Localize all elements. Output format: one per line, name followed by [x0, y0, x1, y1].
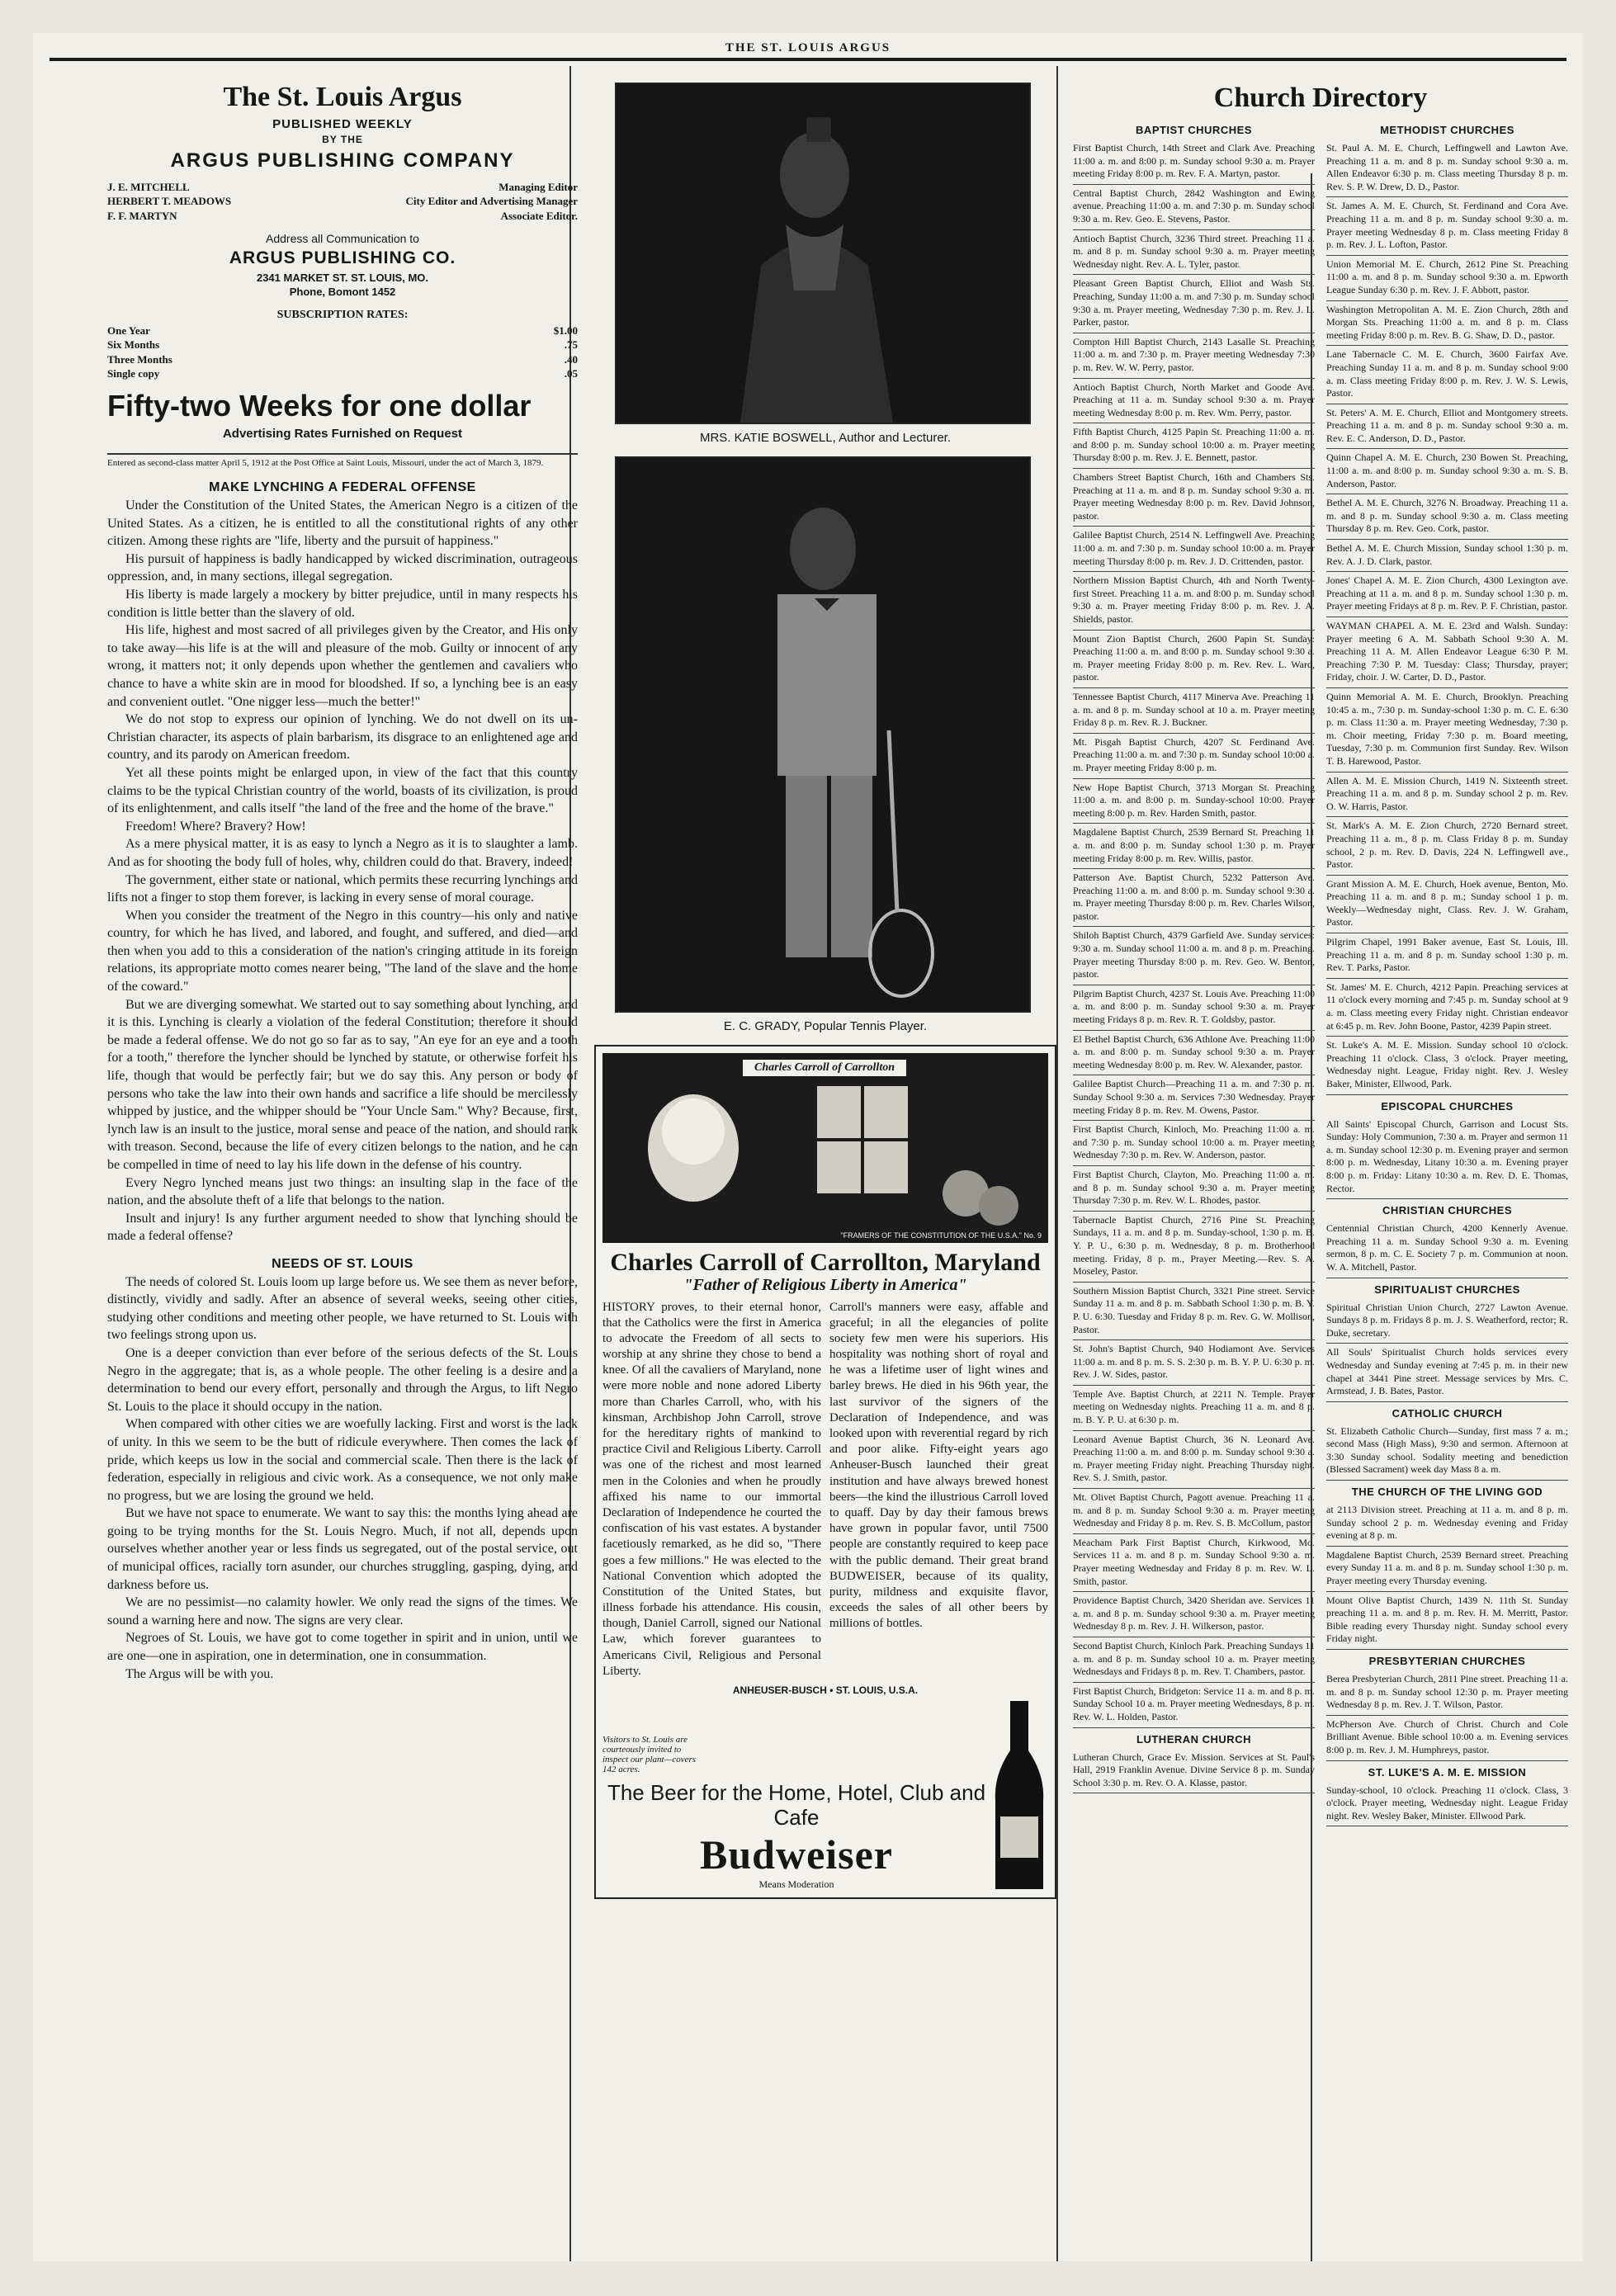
church-listing: McPherson Ave. Church of Christ. Church and Cole Brilliant Avenue. Bible school 10:00 a. m. Evening services 8:00 p. m. Rev. J. M. Humphreys, pastor.	[1326, 1716, 1568, 1761]
church-listing: Central Baptist Church, 2842 Washington and Ewing avenue. Preaching 11:00 a. m. and 7:30 p. m. Sunday school 9:30 a. m. Rev. Geo. E. Stevens, Pastor.	[1073, 185, 1315, 230]
rate-price: .40	[564, 352, 578, 366]
rate-row	[107, 352, 578, 367]
staff-list	[107, 180, 578, 224]
portrait-photo	[615, 456, 1031, 1013]
budweiser-advertisement	[594, 1045, 1056, 1899]
rates-heading: SUBSCRIPTION RATES:	[276, 308, 409, 321]
church-listing: Lutheran Church, Grace Ev. Mission. Services at St. Paul's Hall, 2919 Franklin Avenue. Divine Service 8 p. m. Sunday School 3:30 p. m. Rev. O. A. Klasse, pastor.	[1073, 1749, 1315, 1794]
directory-column-left	[1073, 119, 1315, 1826]
church-listing: Mt. Pisgah Baptist Church, 4207 St. Ferdinand Ave. Preaching 11:00 a. m. and 7:30 p. m. Sunday school 10:00 a. m. Prayer meeting Friday 8:00 p. m.	[1073, 734, 1315, 779]
rate-price: $1.00	[553, 324, 578, 337]
rate-row	[107, 366, 578, 381]
directory-columns	[1073, 119, 1568, 1826]
ad-series-note: "FRAMERS OF THE CONSTITUTION OF THE U.S.A." No. 9	[840, 1231, 1042, 1240]
article-paragraph: We are no pessimist—no calamity howler. We only read the signs of the times. We sound a warning here and now. The signs are very clear.	[107, 1595, 578, 1628]
rate-term: One Year	[107, 324, 150, 337]
church-listing: Providence Baptist Church, 3420 Sheridan ave. Services 11 a. m. and 8 p. m. Sunday school 9:30 a. m. Prayer meeting Wednesday 8 p. m. Rev. J. H. Wilkerson, pastor.	[1073, 1592, 1315, 1637]
tennis-player-image	[617, 458, 1029, 1011]
directory-section-heading: CATHOLIC CHURCH	[1392, 1406, 1503, 1420]
directory-section-heading: THE CHURCH OF THE LIVING GOD	[1351, 1486, 1543, 1499]
church-listing: St. Paul A. M. E. Church, Leffingwell and Lawton Ave. Preaching 11 a. m. and 8 p. m. Sunday school 9:30 a. m. Allen Endeavor 6:30 p. m. Class meeting Thursday 8 p. m. Rev. S. P. W. Drew, D. D., Pastor.	[1326, 139, 1568, 197]
article-paragraph: The Argus will be with you.	[125, 1666, 274, 1681]
directory-title: Church Directory	[1213, 83, 1428, 113]
masthead: The St. Louis Argus	[223, 82, 462, 112]
church-directory	[1073, 83, 1568, 1826]
church-listing: Mount Zion Baptist Church, 2600 Papin St. Sunday: Preaching 11:00 a. m. and 8:00 p. m. Sunday school 9:30 a. m. Prayer meeting Friday 8:00 p. m. Rev. Rev. L. Ward, pastor.	[1073, 631, 1315, 688]
church-listing: Compton Hill Baptist Church, 2143 Lasalle St. Preaching 11:00 a. m. and 7:30 p. m. Prayer meeting Wednesday 7:30 p. m. Rev. W. W. Perry, pastor.	[1073, 333, 1315, 379]
ad-brand: Budweiser	[700, 1831, 893, 1878]
directory-section-heading: BAPTIST CHURCHES	[1136, 124, 1252, 136]
article-paragraph: Negroes of St. Louis, we have got to come together in spirit and in union, until we are one—one in aspiration, one in determination, one in consummation.	[107, 1631, 578, 1664]
staff-name: HERBERT T. MEADOWS	[107, 195, 232, 208]
church-listing: First Baptist Church, Kinloch, Mo. Preaching 11:00 a. m. and 7:30 p. m. Sunday school 10:00 a. m. Prayer meeting Wednesday 7:30 p. m. Rev. W. Anderson, pastor.	[1073, 1121, 1315, 1166]
church-listing: St. James' M. E. Church, 4212 Papin. Preaching services at 11 o'clock every morning and 7:45 p. m. Sunday school at 9 a. m. Class meeting every Friday night. Christian endeavor at 6:45 p. m. Rev. John Boone, Pastor, 4239 Papin street.	[1326, 979, 1568, 1037]
church-listing: Mt. Olivet Baptist Church, Pagott avenue. Preaching 11 a. m. and 8 p. m. Sunday School 9:30 a. m. Prayer meeting Wednesday and Friday 8 p. m. Rev. S. B. McCollum, pastor.	[1073, 1489, 1315, 1534]
article-paragraph: But we are diverging somewhat. We started out to say something about lynching, and it is this. Lynching is clearly a violation of the federal Constitution; therefore it should be made a federal offense. We do not go so far as to say, "An eye for an eye and a tooth for a tooth," therefore the lyncher should be lynched by statute, or otherwise forfeit his life, though that would be perfectly fair; but we do say this. Any person or body of persons who take the law into their own hands and sacrifice a life should be mercilessly whipped by justice, and the whipper should be "Your Uncle Sam." Why? Because, first, lynch law is an insult to the justice, moral sense and peace of the nation, and should rank with treason. Second, because the life of every citizen belongs to the nation, and he can be compelled in time of need to lay his life down in the defense of his country.	[107, 997, 578, 1173]
church-listing: Northern Mission Baptist Church, 4th and North Twenty-first Street. Preaching 11 a. m. and 8:00 p. m. Sunday school 9:30 a. m. Prayer meeting Friday 8:00 p. m. Rev. J. A. Shields, pastor.	[1073, 572, 1315, 630]
church-listing: St. James A. M. E. Church, St. Ferdinand and Cora Ave. Preaching 11 a. m. and 8 p. m. Sunday school 9:30 a. m. Prayer meeting Wednesday 8 p. m. Class meeting Friday 8 p. m. Rev. J. L. Lofton, Pastor.	[1326, 197, 1568, 255]
ad-footer	[602, 1701, 1048, 1891]
church-listing: Mount Olive Baptist Church, 1439 N. 11th St. Sunday preaching 11 a. m. and 8 p. m. Rev. H. M. Merritt, Pastor. Bible reading every Thursday night. Sunday school every Friday night.	[1326, 1592, 1568, 1650]
directory-section-heading: LUTHERAN CHURCH	[1136, 1732, 1251, 1746]
church-listing: Meacham Park First Baptist Church, Kirkwood, Mo. Services 11 a. m. and 8 p. m. Sunday School 9:30 a. m. Prayer meeting Wednesday and Friday 8 p. m. Rev. W. L. Smith, pastor.	[1073, 1534, 1315, 1592]
article-paragraph: The needs of colored St. Louis loom up large before us. We see them as never before, distinctly, vividly and sadly. After an absence of several weeks, seeing other cities, studying other conditions and meeting other people, we have returned to St. Louis with two feelings strong upon us.	[107, 1274, 578, 1343]
ad-means: Means Moderation	[758, 1878, 834, 1890]
church-listing: St. Luke's A. M. E. Mission. Sunday school 10 o'clock. Preaching 11 o'clock. Class, 3 o'clock. Prayer meeting, Wednesday night. League, Friday night. Rev. J. Wesley Baker, Minister, Ellwood, Park.	[1326, 1037, 1568, 1094]
church-listing: Chambers Street Baptist Church, 16th and Chambers Sts. Preaching at 11 a. m. and 8 p. m. Sunday school 9:30 a. m. Prayer meeting Wednesday 8:00 p. m. Rev. David Johnson, pastor.	[1073, 469, 1315, 527]
church-listing: Jones' Chapel A. M. E. Zion Church, 4300 Lexington ave. Preaching at 11 a. m. and 8 p. m. Sunday school 1:30 p. m. Prayer meeting Fridays at 8 p. m. Rev. P. F. Christian, pastor.	[1326, 572, 1568, 617]
advertising-rates: Advertising Rates Furnished on Request	[222, 427, 463, 442]
ad-banner: Charles Carroll of Carrollton	[743, 1060, 906, 1076]
newspaper-page	[33, 33, 1583, 2261]
article-body	[107, 1273, 578, 1684]
church-listing: All Souls' Spiritualist Church holds services every Wednesday and Sunday evening at 7:45 p. m. in their new chapel at 3441 Pine street. Message services by Mrs. C. Armstead, J. B. Bates, Pastor.	[1326, 1344, 1568, 1401]
ad-title: Charles Carroll of Carrollton, Maryland	[610, 1249, 1041, 1276]
phone: Phone, Bomont 1452	[289, 286, 396, 299]
directory-section-heading: PRESBYTERIAN CHURCHES	[1368, 1655, 1526, 1667]
photo-caption: E. C. GRADY, Popular Tennis Player.	[723, 1019, 928, 1033]
church-listing: New Hope Baptist Church, 3713 Morgan St. Preaching 11:00 a. m. and 8:00 p. m. Sunday-school 10:00. Prayer meeting 8:00 p. m. Rev. Harden Smith, pastor.	[1073, 779, 1315, 824]
church-listing: Union Memorial M. E. Church, 2612 Pine St. Preaching 11:00 a. m. and 8 p. m. Sunday school 9:30 a. m. Epworth League Sunday 6:30 p. m. Rev. J. F. Abbott, pastor.	[1326, 256, 1568, 301]
ad-slogan: The Beer for the Home, Hotel, Club and Cafe	[607, 1780, 986, 1831]
article-paragraph: Yet all these points might be enlarged upon, in view of the fact that this country claims to be the typical Christian country of the world, boasts of its civilization, is proud of its enlightenment, and calls itself "the land of the free and the home of the brave."	[107, 765, 578, 816]
article-paragraph: Insult and injury! Is any further argument needed to show that lynching should be made a federal offense?	[107, 1211, 578, 1244]
slogan: Fifty-two Weeks for one dollar	[107, 388, 532, 423]
church-listing: First Baptist Church, Clayton, Mo. Preaching 11:00 a. m. and 8 p. m. Sunday school 9:30 a. m. Prayer meeting Thursday 7:30 p. m. Rev. W. L. Rhodes, pastor.	[1073, 1166, 1315, 1212]
church-listing: St. John's Baptist Church, 940 Hodiamont Ave. Services 11:00 a. m. and 8 p. m. S. S. 2:30 p. m. B. Y. P. U. 6:30 p. m. Rev. J. W. Sides, pastor.	[1073, 1340, 1315, 1386]
editorial-column	[107, 78, 578, 1683]
church-listing: Centennial Christian Church, 4200 Kennerly Avenue. Preaching 11 a. m. Sunday School 9:30 a. m. Evening sermon, 8 p. m. C. E. Society 7 p. m. Communion at noon. W. A. Mitchell, Pastor.	[1326, 1220, 1568, 1278]
article-paragraph: Freedom! Where? Bravery? How!	[125, 819, 306, 834]
article-paragraph: The government, either state or national, which permits these recurring lynchings and lifts not a finger to stop them forever, is lacking in every sense of moral courage.	[107, 872, 578, 905]
church-listing: Grant Mission A. M. E. Church, Hoek avenue, Benton, Mo. Preaching 11 a. m. and 8 p. m.; Sunday school 1 p. m. Weekly—Wednesday night, Class. Rev. J. W. Graham, Pastor.	[1326, 876, 1568, 933]
published-weekly: PUBLISHED WEEKLY	[272, 116, 413, 131]
church-listing: Shiloh Baptist Church, 4379 Garfield Ave. Sunday services: 9:30 a. m. Sunday school 11:00 a. m. and 8 p. m. Preaching. Prayer meeting Thursday 8:00 p. m. Rev. Geo. W. Benton, pastor.	[1073, 927, 1315, 985]
church-listing: St. Elizabeth Catholic Church—Sunday, first mass 7 a. m.; second Mass (High Mass), 9:30 and sermon. Afternoon at 3:30 Sunday school. Sodality meeting and benediction (Blessed Sacrament) week day Mass 8 a. m.	[1326, 1423, 1568, 1481]
staff-name: F. F. MARTYN	[107, 209, 177, 222]
church-listing: Bethel A. M. E. Church Mission, Sunday school 1:30 p. m. Rev. A. J. D. Clark, pastor.	[1326, 540, 1568, 572]
church-listing: First Baptist Church, 14th Street and Clark Ave. Preaching 11:00 a. m. and 8:00 p. m. Sunday school 9:30 a. m. Prayer meeting Friday 8:00 p. m. Rev. F. A. Martyn, pastor.	[1073, 139, 1315, 185]
church-listing: Magdalene Baptist Church, 2539 Bernard St. Preaching 11 a. m. and 8:00 p. m. Sunday school 1:30 p. m. Prayer meeting Friday 8:00 p. m. Rev. Willis, pastor.	[1073, 824, 1315, 869]
rate-row	[107, 324, 578, 338]
church-listing: Berea Presbyterian Church, 2811 Pine street. Preaching 11 a. m. and 8 p. m. Sunday school 12:30 p. m. Prayer meeting Wednesday 8 p. m. Rev. J. T. Wilson, Pastor.	[1326, 1670, 1568, 1716]
article-paragraph: When you consider the treatment of the Negro in this country—his only and native country, for which he has lived, and labored, and fought, and suffered, and died—and then when you add to this a consideration of the nation's cringing attitude in its foreign relations, its appropriate motto comes nearer being, "The land of the slave and the home of the coward."	[107, 908, 578, 994]
church-listing: Quinn Chapel A. M. E. Church, 230 Bowen St. Preaching, 11:00 a. m. and 8:00 p. m. Sunday school 9:30 a. m. S. B. Anderson, Pastor.	[1326, 449, 1568, 494]
ad-visitors: Visitors to St. Louis are courteously invited to inspect our plant—covers 142 acres.	[602, 1735, 697, 1775]
article-paragraph: His liberty is made largely a mockery by bitter prejudice, until in many respects his condition is little better than the slavery of old.	[107, 588, 578, 620]
article-headline: MAKE LYNCHING A FEDERAL OFFENSE	[209, 480, 476, 495]
running-head: THE ST. LOUIS ARGUS	[725, 41, 891, 54]
church-listing: WAYMAN CHAPEL A. M. E. 23rd and Walsh. Sunday: Prayer meeting 6 A. M. Sabbath School 9:30 A. M. Preaching 11 A. M. Allen Endeavor League 6:30 P. M. Preaching 7:30 P. M. Tuesday: Class; Thursday, prayer; Friday, choir. J. W. Carter, D. D., Pastor.	[1326, 617, 1568, 688]
church-listing: Pleasant Green Baptist Church, Elliot and Wash Sts. Preaching, Sunday 11:00 a. m. and 7:30 p. m. Sunday school 9:30 a. m. Prayer meeting, Wednesday 7:30 p. m. Rev. J. L. Parker, pastor.	[1073, 275, 1315, 333]
article-paragraph: Every Negro lynched means just two things: an insulting slap in the face of the nation, and the absolute theft of a life that belongs to the nation.	[107, 1175, 578, 1208]
directory-section-heading: SPIRITUALIST CHURCHES	[1374, 1283, 1520, 1296]
carroll-portrait-illustration	[602, 1053, 1045, 1243]
staff-row	[107, 209, 578, 224]
rate-price: .05	[564, 367, 578, 380]
church-listing: Second Baptist Church, Kinloch Park. Preaching Sundays 11 a. m. and 8 p. m. Sunday school 10 a. m. Prayer meeting Wednesdays and Fridays 8 p. m. Rev. T. Chambers, pastor.	[1073, 1637, 1315, 1683]
church-listing: Galilee Baptist Church, 2514 N. Leffingwell Ave. Preaching 11:00 a. m. and 7:30 p. m. Sunday school 10:00 a. m. Prayer meeting Thursday 8:00 p. m. Rev. J. D. Crittenden, pastor.	[1073, 527, 1315, 572]
article-paragraph: We do not stop to express our opinion of lynching. We do not dwell on its un-Christian character, its aspects of plain barbarism, its disgrace to an enlightened age and country, and its parody on American freedom.	[107, 712, 578, 763]
directory-section-heading: ST. LUKE'S A. M. E. MISSION	[1368, 1765, 1527, 1779]
church-listing: Galilee Baptist Church—Preaching 11 a. m. and 7:30 p. m. Sunday School 9:30 a. m. Services 7:30 Wednesday. Prayer meeting Friday 8 p. m. Rev. M. Owens, Pastor.	[1073, 1075, 1315, 1121]
staff-name: J. E. MITCHELL	[107, 180, 190, 193]
church-listing: Leonard Avenue Baptist Church, 36 N. Leonard Ave. Preaching 11:00 a. m. and 8:00 p. m. Sunday school 9:30 a. m. Prayer meeting Friday night. Preaching Thursday night. Rev. S. J. Smith, pastor.	[1073, 1431, 1315, 1489]
woman-portrait-image	[617, 84, 1029, 423]
directory-section-heading: EPISCOPAL CHURCHES	[1381, 1099, 1514, 1113]
rate-term: Six Months	[107, 338, 160, 352]
church-listing: Quinn Memorial A. M. E. Church, Brooklyn. Preaching 10:45 a. m., 7:30 p. m. Sunday-school 1:30 p. m. C. E. 6:30 p. m. Class 11:30 a. m. Prayer meeting Wednesday, 7:30 p. m. Choir meeting, Friday 7:30 p. m. Board meeting, Tuesday, 7:30 p. m. Communion first Sunday. Rev. Wilson T. B. Harewood, Pastor.	[1326, 688, 1568, 772]
article-paragraph: His life, highest and most sacred of all privileges given by the Creator, and His only to take away—his life is at the will and pleasure of the mob. Guilty or innocent of any wrong, it matters not; it only depends upon whether the gentlemen and cavaliers who chance to have a white skin are in mood for bloodshed. If so, a lynching bee is an easy and convenient outlet. "One nigger less—much the better!"	[107, 623, 578, 709]
church-listing: Pilgrim Baptist Church, 4237 St. Louis Ave. Preaching 11:00 a. m. and 8:00 p. m. Sunday school 9:30 a. m. Prayer meeting Fridays 8 p. m. Rev. R. T. Goldsby, pastor.	[1073, 985, 1315, 1031]
entry-notice: Entered as second-class matter April 5, 1912 at the Post Office at Saint Louis, Missouri, under the act of March 3, 1879.	[107, 453, 578, 470]
top-rule	[50, 58, 1566, 61]
staff-role: City Editor and Advertising Manager	[405, 195, 578, 208]
staff-role: Associate Editor.	[500, 209, 578, 222]
staff-row	[107, 180, 578, 195]
church-listing: Patterson Ave. Baptist Church, 5232 Patterson Ave. Preaching 11:00 a. m. and 8:00 p. m. Sunday school 9:30 a. m. Prayer meeting Thursday 8:00 p. m. Rev. Charles Wilson, pastor.	[1073, 869, 1315, 927]
church-listing: Fifth Baptist Church, 4125 Papin St. Preaching 11:00 a. m. and 8:00 p. m. Sunday school 10:00 a. m. Prayer meeting Thursday 8:00 p. m. Rev. J. E. Bennett, pastor.	[1073, 423, 1315, 469]
by-the: BY THE	[322, 134, 363, 146]
ad-illustration	[602, 1053, 1048, 1243]
church-listing: Pilgrim Chapel, 1991 Baker avenue, East St. Louis, Ill. Preaching 11 a. m. and 8 p. m. Sunday school 1:30 p. m. Rev. T. Parks, Pastor.	[1326, 933, 1568, 979]
church-listing: Sunday-school, 10 o'clock. Preaching 11 o'clock. Class, 3 o'clock. Prayer meeting, Wednesday night. League Friday night. Rev. Wesley Baker, Minister. Ellwood Park.	[1326, 1782, 1568, 1827]
photo-column	[594, 83, 1056, 1899]
company-name-short: ARGUS PUBLISHING CO.	[229, 248, 456, 268]
directory-column-right	[1326, 119, 1568, 1826]
article-paragraph: Under the Constitution of the United States, the American Negro is a citizen of the United States. As a citizen, he is entitled to all the constitutional rights of any other citizen. Among these rights are "life, liberty and the pursuit of happiness."	[107, 498, 578, 549]
article-paragraph: When compared with other cities we are woefully lacking. First and worst is the lack of unity. In this we seem to be the butt of ridicule everywhere. Then comes the lack of pride, which keeps us low in the social and commercial scale. Then there is the lack of federation, especially in religious and civic work. As a consequence, we not only make no progress, but we are losing the ground we held.	[107, 1417, 578, 1503]
rate-term: Single copy	[107, 367, 160, 380]
church-listing: Antioch Baptist Church, North Market and Goode Ave. Preaching at 11 a. m. Sunday school 9:30 a. m. Prayer meeting Wednesday 8:00 p. m. Rev. Wm. Perry, pastor.	[1073, 379, 1315, 424]
rate-term: Three Months	[107, 352, 172, 366]
church-listing: Magdalene Baptist Church, 2539 Bernard street. Preaching every Sunday 11 a. m. and 8 p. m. Sunday school 1:30 p. m. Prayer meeting every Thursday evening.	[1326, 1547, 1568, 1592]
directory-section-heading: CHRISTIAN CHURCHES	[1382, 1204, 1513, 1217]
article-paragraph: But we have not space to enumerate. We want to say this: the months lying ahead are going to be trying months for the St. Louis Negro. Much, if not all, depends upon ourselves whether another year or less finds us segregated, out of the postal service, out of municipal offices, racially torn asunder, our churches struggling, gasping, dying, and darkness before us.	[107, 1506, 578, 1592]
staff-row	[107, 194, 578, 209]
church-listing: Spiritual Christian Union Church, 2727 Lawton Avenue. Sundays 8 p. m. Fridays 8 p. m. J. S. Weatherford, rector; R. Duke, secretary.	[1326, 1299, 1568, 1344]
bottle-icon	[990, 1701, 1048, 1891]
church-listing: Southern Mission Baptist Church, 3321 Pine street. Service Sunday 11 a. m. and 8 p. m. Sabbath School 1:30 p. m. B. Y. P. U. 6:30. Tuesday and Friday 8 p. m. Rev. G. W. Mollison, Pastor.	[1073, 1283, 1315, 1340]
church-listing: El Bethel Baptist Church, 636 Athlone Ave. Preaching 11:00 a. m. and 8:00 p. m. Sunday school 9:30 a. m. Prayer meeting Wednesday 8:00 p. m. Rev. W. Alexander, pastor.	[1073, 1031, 1315, 1076]
church-listing: Lane Tabernacle C. M. E. Church, 3600 Fairfax Ave. Preaching Sunday 11 a. m. and 8 p. m. Sunday school 9:00 a. m. Class meeting Friday 8:00 p. m. Rev. J. W. S. Lewis, Pastor.	[1326, 346, 1568, 404]
photo-caption: MRS. KATIE BOSWELL, Author and Lecturer.	[699, 431, 952, 445]
street-address: 2341 MARKET ST. ST. LOUIS, MO.	[256, 271, 429, 284]
church-listing: Washington Metropolitan A. M. E. Zion Church, 28th and Morgan Sts. Preaching 11:00 a. m. and 8 p. m. Class meeting Friday 8:00 p. m. Rev. B. G. Shaw, D. D., pastor.	[1326, 301, 1568, 347]
directory-section-heading: METHODIST CHURCHES	[1380, 124, 1514, 136]
column-rule	[1056, 66, 1058, 2261]
ad-copy	[602, 1300, 1048, 1680]
rates-table	[107, 324, 578, 381]
church-listing: All Saints' Episcopal Church, Garrison and Locust Sts. Sunday: Holy Communion, 7:30 a. m. Prayer and sermon 11 a. m. Sunday school 12:30 p. m. Evening prayer and sermon 8:00 p. m. Wednesday, Litany 10:30 a. m. Evening prayer 8:00 p. m. Friday: Litany 10:30 a. m. Rev. D. E. Thomas, Rector.	[1326, 1116, 1568, 1200]
rate-row	[107, 338, 578, 352]
rate-price: .75	[564, 338, 578, 352]
church-listing: First Baptist Church, Bridgeton: Service 11 a. m. and 8 p. m. Sunday School 10 a. m. Prayer meeting Wednesdays, 8 p. m. Rev. W. L. Holden, Pastor.	[1073, 1683, 1315, 1728]
article-paragraph: His pursuit of happiness is badly handicapped by wicked discrimination, outrageous oppression, and, in many sections, illegal segregation.	[107, 551, 578, 584]
address-note: Address all Communication to	[266, 232, 419, 246]
article-paragraph: As a mere physical matter, it is as easy to lynch a Negro as it is to slaughter a lamb. And as for shooting the body full of holes, why, children could do that. Bravery, indeed!	[107, 837, 578, 869]
staff-role: Managing Editor	[499, 180, 578, 193]
church-listing: at 2113 Division street. Preaching at 11 a. m. and 8 p. m. Sunday school 2 p. m. Wednesday evening and Friday evening at 8 p. m.	[1326, 1501, 1568, 1547]
church-listing: St. Mark's A. M. E. Zion Church, 2720 Bernard street. Preaching 11 a. m., 8 p. m. Class Friday 8 p. m. Sunday school, 2 p. m. Rev. D. Davis, 224 N. Leffingwell ave., Pastor.	[1326, 817, 1568, 875]
article-body	[107, 497, 578, 1245]
church-listing: Tabernacle Baptist Church, 2716 Pine St. Preaching Sundays, 11 a. m. and 8 p. m. Sunday-school, 1:30 p. m. B. Y. P. U., 6:30 p. m. Wednesday, 8 p. m. Brotherhood meeting. Friday, 8 p. m., Prayer Meeting.—Rev. S. A. Moseley, Pastor.	[1073, 1212, 1315, 1283]
church-listing: Allen A. M. E. Mission Church, 1419 N. Sixteenth street. Preaching 11 a. m. and 8 p. m. Sunday school 2 p. m. Rev. O. W. Harris, Pastor.	[1326, 772, 1568, 818]
church-listing: Temple Ave. Baptist Church, at 2211 N. Temple. Prayer meeting on Wednesday nights. Preaching 11 a. m. and 8 p. m. B. Y. P. U. at 6:30 p. m.	[1073, 1386, 1315, 1431]
church-listing: St. Peters' A. M. E. Church, Elliot and Montgomery streets. Preaching 11 a. m. and 8 p. m. Sunday school 9:30 a. m. Rev. E. C. Anderson, D. D., Pastor.	[1326, 404, 1568, 450]
ad-copy-right: Carroll's manners were easy, affable and graceful; in all the elegancies of polite society few men were his superiors. His hospitality was nothing short of royal and he was a lifetime user of light wines and barley brews. He died in his 96th year, the last survivor of the signers of the Declaration of Independence, and was looked upon with reverential regard by rich and poor alike. Fifty-eight years ago Anheuser-Busch launched their great institution and have always brewed honest beers—the kind the illustrious Carroll loved to quaff. Day by day their famous brews have grown in popular favor, until 7500 people are constantly required to keep pace with the public demand. Their great brand BUDWEISER, because of its quality, purity, mildness and exquisite flavor, exceeds the sales of all other beers by millions of bottles.	[829, 1300, 1048, 1631]
ad-copy-left: HISTORY proves, to their eternal honor, that the Catholics were the first in America to advocate the Freedom of all sects to worship at any shrine they chose to bend a knee. Of all the cavaliers of Maryland, none were more noble and none adored Liberty more than Charles Carroll, who, with his kinsman, Archbishop John Carroll, strove for the hereditary rights of mankind to practice Civil and Religious Liberty. Carroll was one of the richest and most learned men in the Colonies and when he proudly affixed his name to our immortal Declaration of Independence he courted the confiscation of his vast estates. A bystander facetiously remarked, as he did so, "There goes a few millions." He was elected to the National Convention which adopted the Constitution of the United States, but illness forbade his attendance. His cousin, though, Daniel Carroll, signed our National Law, which forever guarantees to Americans Civil, Religious and Personal Liberty.	[602, 1300, 821, 1678]
article-headline: NEEDS OF ST. LOUIS	[272, 1256, 413, 1271]
company-name: ARGUS PUBLISHING COMPANY	[170, 149, 515, 172]
church-listing: Antioch Baptist Church, 3236 Third street. Preaching 11 a. m. and 8 p. m. Sunday school 9:30 a. m. Prayer meeting Wednesday night. Rev. A. L. Tyler, pastor.	[1073, 230, 1315, 276]
ad-maker: ANHEUSER-BUSCH • ST. LOUIS, U.S.A.	[732, 1684, 919, 1696]
church-listing: Tennessee Baptist Church, 4117 Minerva Ave. Preaching 11 a. m. and 8 p. m. Sunday school at 10 a. m. Prayer meeting Friday 8 p. m. Rev. R. J. Buckner.	[1073, 688, 1315, 734]
article-paragraph: One is a deeper conviction than ever before of the serious defects of the St. Louis Negro in the aggregate; that is, as a whole people. The other feeling is a desire and a determination to bend our every effort, personally and through the Argus, to lift Negro St. Louis to the place it should occupy in the nation.	[107, 1345, 578, 1414]
ad-subtitle: "Father of Religious Liberty in America"	[683, 1275, 967, 1294]
portrait-photo	[615, 83, 1031, 424]
church-listing: Bethel A. M. E. Church, 3276 N. Broadway. Preaching 11 a. m. and 8 p. m. Sunday school 9:30 a. m. Class meeting Thursday 8 p. m. Rev. Geo. Cork, pastor.	[1326, 494, 1568, 540]
